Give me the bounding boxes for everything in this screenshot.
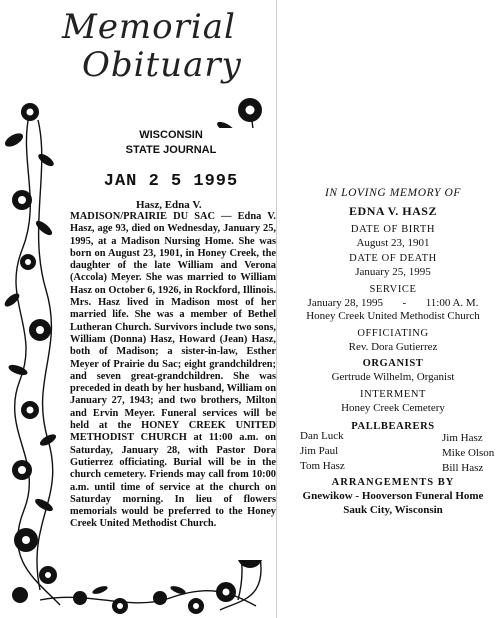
fold-line [276, 0, 277, 618]
pallbearer: Tom Hasz [300, 460, 345, 472]
pallbearers-right-column [442, 431, 494, 476]
pallbearers-left-column [300, 429, 345, 474]
birth-value: August 23, 1901 [356, 237, 430, 249]
officiating-value: Rev. Dora Gutierrez [348, 341, 438, 353]
service-label: SERVICE [369, 284, 417, 295]
officiating-label: OFFICIATING [357, 328, 429, 339]
pallbearers-label: PALLBEARERS [351, 421, 435, 432]
service-dash: - [402, 297, 407, 309]
death-value: January 25, 1995 [355, 266, 431, 278]
newspaper-masthead [64, 128, 278, 158]
obituary-text: MADISON/PRAIRIE DU SAC — Edna V. Hasz, age 93, died on Wednesday, January 25, 1995, at a Madison Nursing Home. She was born on August 23, 1901, in Honey Creek, the daughter of the late William and Verona (Accola) Meyer. She was married to William Hasz on October 6, 1926, in Rockford, Illinois. Mrs. Hasz lived in Madison most of her married life. She was a member of Bethel Lutheran Church. Survivors include two sons, William (Donna) Hasz, Howard (Jean) Hasz, both of Madison; a sister-in-law, Esther Meyer of Prairie du Sac; eight grandchildren; and seven great-grandchildren. She was preceded in death by her husband, William on January 27, 1943; and two brothers, Milton and Ervin Meyer. Funeral services will be held at the HONEY CREEK UNITED METHODIST CHURCH at 11:00 a.m. on Saturday, January 28, with Pastor Dora Gutierrez officiating. Burial will be in the church cemetery. Friends may call from 10:00 a.m. until time of service at the church on Saturday morning. In lieu of flowers memorials would be preferred to the Honey Creek United Methodist Church. [70, 211, 276, 530]
funeral-home: Gnewikow - Hooverson Funeral Home [302, 490, 484, 502]
death-label: DATE OF DEATH [349, 253, 437, 264]
organist-value: Gertrude Wilhelm, Organist [331, 371, 455, 383]
newspaper-clipping [64, 128, 278, 560]
service-time: 11:00 A. M. [425, 297, 479, 309]
memorial-card-right [282, 0, 504, 618]
service-place: Honey Creek United Methodist Church [306, 310, 480, 322]
funeral-home-location: Sauk City, Wisconsin [343, 504, 443, 516]
service-datetime [282, 297, 504, 309]
birth-label: DATE OF BIRTH [350, 224, 436, 235]
masthead-line2: STATE JOURNAL [125, 144, 217, 156]
pallbearer: Mike Olson [442, 447, 495, 459]
organist-label: ORGANIST [362, 358, 424, 369]
interment-value: Honey Creek Cemetery [341, 402, 445, 414]
service-date: January 28, 1995 [307, 297, 384, 309]
in-loving-memory: IN LOVING MEMORY OF [324, 187, 462, 199]
pallbearer: Dan Luck [300, 430, 344, 442]
title-obituary: Obituary [82, 45, 242, 85]
pallbearer: Jim Hasz [442, 432, 483, 444]
pallbearer: Jim Paul [300, 445, 339, 457]
deceased-name: EDNA V. HASZ [349, 204, 437, 218]
memorial-obituary-title [62, 7, 242, 85]
arrangements-label: ARRANGEMENTS BY [331, 477, 455, 488]
obituary-heading: Hasz, Edna V. [136, 199, 202, 211]
date-stamp: JAN 2 5 1995 [103, 172, 239, 191]
title-memorial: Memorial [62, 7, 236, 47]
masthead-line1: WISCONSIN [139, 129, 203, 141]
interment-label: INTERMENT [359, 389, 427, 400]
pallbearer: Bill Hasz [442, 462, 484, 474]
